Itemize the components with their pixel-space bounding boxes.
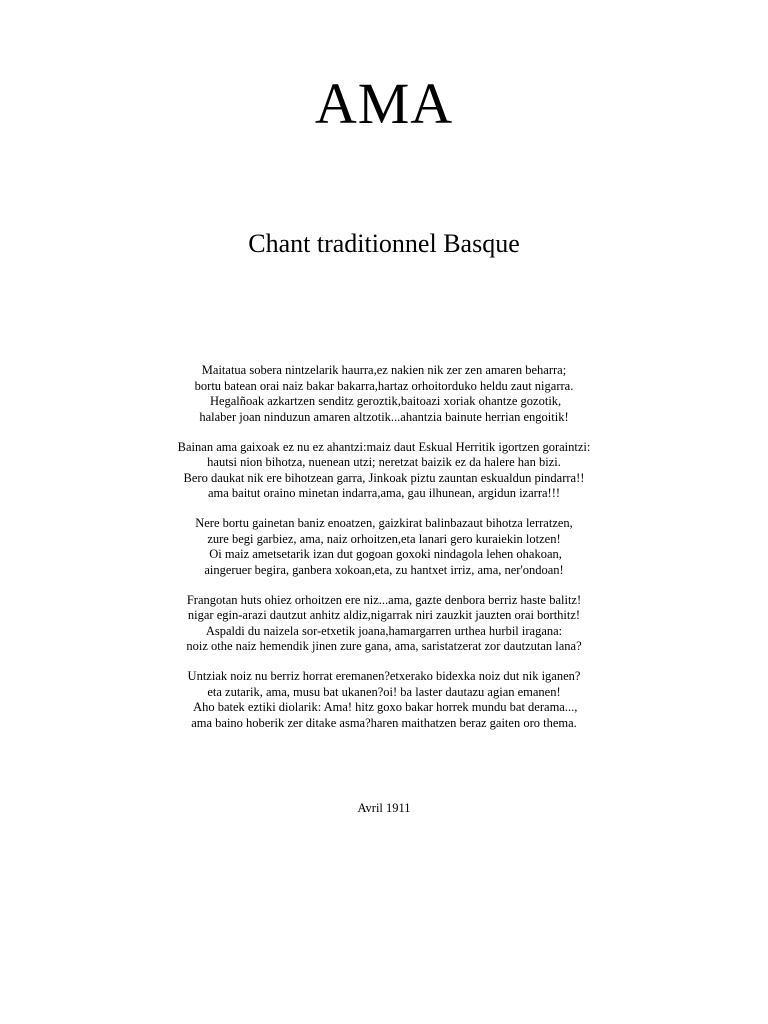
- poem-verse: Hegalñoak azkartzen senditz geroztik,baitoazi xoriak ohantze gozotik,: [206, 394, 562, 408]
- poem-verse: Maitatua sobera nintzelarik haurra,ez nakien nik zer zen amaren beharra;: [201, 363, 567, 377]
- poem-stanza: [0, 516, 768, 578]
- poem-verse: nigar egin-arazi dautzut anhitz aldiz,nigarrak niri zauzkit jauzten orai borthitz!: [187, 608, 581, 622]
- poem-verse: zure begi garbiez, ama, naiz orhoitzen,eta lanari gero kuraiekin lotzen!: [207, 531, 561, 546]
- poem-stanza: [0, 593, 768, 655]
- poem-date: Avril 1911: [357, 801, 411, 815]
- page-subtitle: Chant traditionnel Basque: [248, 229, 520, 258]
- poem-verse: Untziak noiz nu berriz horrat eremanen?etxerako bidexka noiz dut nik iganen?: [187, 669, 581, 683]
- poem-verse: noiz othe naiz hemendik jinen zure gana, ama, saristatzerat zor dautzutan lana?: [186, 639, 582, 653]
- poem-verse: Frangotan huts ohiez orhoitzen ere niz...ama, gazte denbora berriz haste balitz!: [186, 592, 582, 607]
- poem-stanza: [0, 363, 768, 425]
- poem-verse: Bainan ama gaixoak ez nu ez ahantzi:maiz daut Eskual Herritik igortzen goraintzi:: [177, 439, 591, 454]
- poem-verse: ama baino hoberik zer ditake asma?haren maithatzen beraz gaiten oro thema.: [191, 715, 577, 730]
- page-title: AMA: [314, 71, 454, 136]
- poem-body: [0, 363, 768, 746]
- poem-verse: aingeruer begira, ganbera xokoan,eta, zu hantxet irriz, ama, ner'ondoan!: [204, 562, 564, 577]
- poem-verse: Aspaldi du naizela sor-etxetik joana,hamargarren urthea hurbil iragana:: [205, 623, 563, 638]
- poem-verse: Aho batek eztiki diolarik: Ama! hitz goxo bakar horrek mundu bat derama...,: [190, 700, 578, 714]
- poem-verse: hautsi nion bihotza, nuenean utzi; neretzat baizik ez da halere han bizi.: [207, 455, 561, 469]
- poem-verse: Bero daukat nik ere bihotzean garra, Jinkoak piztu zauntan eskualdun pindarra!!: [183, 470, 585, 485]
- poem-stanza: [0, 440, 768, 502]
- poem-verse: Nere bortu gainetan baniz enoatzen, gaizkirat balinbazaut bihotza lerratzen,: [195, 516, 573, 530]
- poem-verse: Oi maiz ametsetarik izan dut gogoan goxoki nindagola lehen ohakoan,: [206, 547, 562, 561]
- poem-verse: halaber joan ninduzun amaren altzotik...ahantzia bainute herrian engoitik!: [199, 409, 569, 424]
- poem-verse: ama baitut oraino minetan indarra,ama, gau ilhunean, argidun izarra!!!: [207, 486, 561, 500]
- poem-stanza: [0, 669, 768, 731]
- poem-verse: eta zutarik, ama, musu bat ukanen?oi! ba laster dautazu agian emanen!: [207, 684, 561, 699]
- poem-verse: bortu batean orai naiz bakar bakarra,hartaz orhoitorduko heldu zaut nigarra.: [194, 378, 574, 393]
